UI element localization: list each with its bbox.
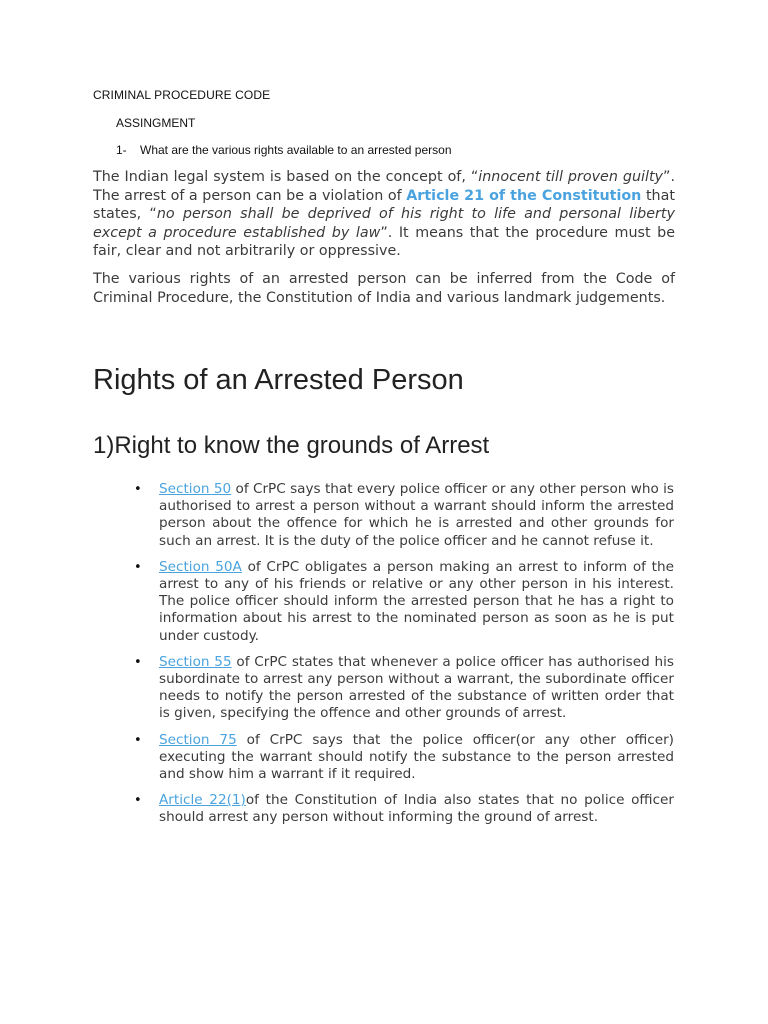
question-text: What are the various rights available to an arrested person — [140, 143, 452, 157]
article-21-link[interactable]: Article 21 of the Constitution — [406, 187, 642, 204]
list-item — [134, 558, 674, 645]
list-item-text: of CrPC states that whenever a police officer has authorised his subordinate to arrest any person without a warrant, the subordinate officer needs to notify the person arrested of the substance of written order that is given, specifying the offence and other grounds of arrest. — [159, 653, 674, 722]
list-item — [134, 653, 674, 723]
document-title: CRIMINAL PROCEDURE CODE — [93, 88, 271, 102]
intro-quote: no person shall be deprived of his right to life and personal liberty except a procedure established by law — [93, 206, 675, 241]
list-item-text: of CrPC obligates a person making an arrest to inform of the arrest to any of his friends or relative or any other person in his interest. The police officer should inform the arrested person that he has a right to information about his arrest to the nominated person as soon as he is put under custody. — [159, 558, 674, 644]
bullet-icon: • — [134, 482, 142, 497]
bullet-icon: • — [134, 559, 142, 575]
bullet-icon: • — [134, 793, 142, 809]
question-number: 1- — [116, 143, 127, 157]
section-50-link[interactable]: Section 50 — [159, 481, 232, 497]
assignment-label: ASSINGMENT — [116, 116, 196, 130]
list-item — [134, 792, 675, 826]
intro-paragraph-1 — [93, 168, 675, 261]
subsection-heading: 1)Right to know the grounds of Arrest — [93, 432, 490, 459]
list-item-text: of CrPC says that every police officer or any other person who is authorised to arrest a person without a warrant should inform the arrested person about the offence for which he is arrested and other grounds for such an arrest. It is the duty of the police officer and he cannot refuse it. — [159, 481, 674, 549]
list-item — [134, 731, 674, 784]
rights-list — [0, 481, 768, 836]
bullet-icon: • — [134, 732, 142, 748]
intro-text: ”. The arrest of a person can be a violation of — [93, 169, 675, 204]
intro-text: The Indian legal system is based on the concept of, “ — [93, 169, 479, 185]
section-50a-link[interactable]: Section 50A — [159, 558, 242, 575]
intro-text: that states, “ — [93, 187, 675, 222]
section-heading: Rights of an Arrested Person — [93, 364, 464, 396]
intro-text: ”. It means that the procedure must be fair, clear and not arbitrarily or oppressive. — [93, 224, 676, 259]
bullet-icon: • — [134, 654, 142, 670]
section-75-link[interactable]: Section 75 — [159, 731, 237, 748]
question-line — [116, 143, 452, 157]
list-item-text: of CrPC says that the police officer(or any other officer) executing the warrant should notify the substance to the person arrested and show him a warrant if it required. — [159, 731, 674, 783]
list-item — [134, 481, 674, 550]
list-item-text: of the Constitution of India also states that no police officer should arrest any person without informing the ground of arrest. — [159, 792, 675, 826]
intro-quote: innocent till proven guilty — [478, 169, 664, 185]
section-55-link[interactable]: Section 55 — [159, 653, 232, 670]
intro-paragraph-2: The various rights of an arrested person can be inferred from the Code of Criminal Procedure, the Constitution of India and various landmark judgements. — [93, 271, 675, 306]
article-22-1-link[interactable]: Article 22(1) — [159, 792, 246, 809]
